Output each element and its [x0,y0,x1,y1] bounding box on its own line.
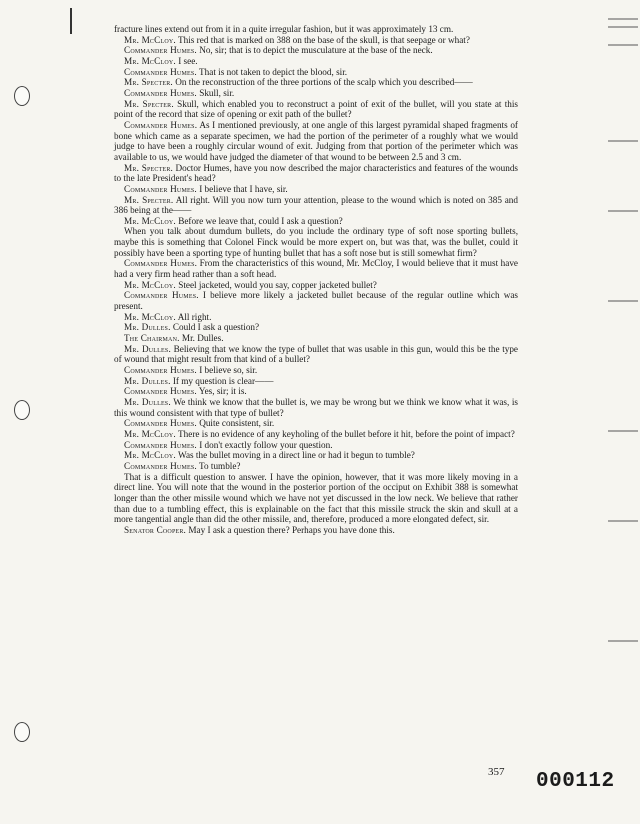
speaker-name: Senator Cooper. [124,524,187,535]
transcript-paragraph [114,376,518,387]
transcript-paragraph [114,418,518,429]
paragraph-text: Was the bullet moving in a direct line or had it begun to tumble? [178,450,415,461]
speaker-name: Mr. Specter. [124,77,173,88]
binder-hole-bottom [14,722,30,742]
paragraph-text: I don't exactly follow your question. [199,439,333,450]
transcript-paragraph [114,280,518,291]
paragraph-text: This red that is marked on 388 on the base of the skull, is that seepage or what? [178,34,470,45]
paragraph-text: We think we know that the bullet is, we may be wrong but we think we know what it was, is this wound consistent with that type of bullet? [114,396,519,418]
transcript-paragraph [114,365,518,376]
transcript-paragraph [114,290,518,311]
transcript-paragraph [114,312,518,323]
paragraph-text: When you talk about dumdum bullets, do you include the ordinary type of soft nose sporting bullets, maybe this is something that Colonel Finck would be more expert on, but was that, was the bullet, could it possibly have been a sporting type of hunting bullet that has a soft nose but is still somewhat firm? [114,226,518,258]
paragraph-text: As I mentioned previously, at one angle of this largest pyramidal shaped fragments of bone which came as a separate specimen, we had the portion of the perimeter of a roughly what we would judge to have been a roughly circular wound of exit. Judging from that portion of the perimeter which was available to us, we would have judged the diameter of that wound to be between 2.5 and 3 cm. [114,119,518,162]
paragraph-text: Quite consistent, sir. [199,418,275,429]
paragraph-text: To tumble? [199,460,241,471]
speaker-name: Commander Humes. [124,119,198,130]
transcript-paragraph [114,195,518,216]
speaker-name: Mr. Dulles. [124,322,171,333]
transcript-paragraph [114,397,518,418]
speaker-name: Commander Humes. [124,418,197,429]
speaker-name: Mr. McCloy. [124,279,176,290]
transcript-paragraph [114,461,518,472]
speaker-name: Commander Humes. [124,45,197,56]
paragraph-text: No, sir; that is to depict the musculature at the base of the neck. [199,45,433,56]
paragraph-text: From the characteristics of this wound, Mr. McCloy, I would believe that it must have had a very firm head rather than a soft head. [114,258,518,280]
paragraph-text: That is not taken to depict the blood, sir. [199,66,348,77]
transcript-paragraph [114,88,518,99]
speaker-name: Commander Humes. [124,439,197,450]
transcript-paragraph [114,184,518,195]
speaker-name: Mr. Dulles. [124,343,171,354]
speaker-name: Mr. McCloy. [124,215,176,226]
speaker-name: Mr. Dulles. [124,375,171,386]
speaker-name: Commander Humes. [124,87,197,98]
transcript-paragraph [114,216,518,227]
paragraph-text: Believing that we know the type of bullet that was usable in this gun, would this be the type of wound that might result from that kind of a bullet? [114,343,519,365]
speaker-name: Commander Humes. [124,258,198,269]
transcript-paragraph [114,472,518,525]
paragraph-text: I believe so, sir. [199,365,258,375]
paragraph-text: May I ask a question there? Perhaps you have done this. [188,524,395,535]
speaker-name: Mr. Specter. [124,194,174,205]
speaker-name: Mr. McCloy. [124,311,176,322]
transcript-paragraph [114,429,518,440]
transcript-paragraph [114,525,518,536]
margin-rule [70,8,72,34]
scan-edge-marks [608,0,638,824]
paragraph-text: There is no evidence of any keyholing of the bullet before it hit, before the point of impact? [178,428,515,439]
speaker-name: Commander Humes. [124,460,197,471]
transcript-paragraph [114,120,518,163]
paragraph-text: Skull, sir. [199,87,235,98]
transcript-paragraph [114,226,518,258]
transcript-paragraph [114,67,518,78]
paragraph-text: Could I ask a question? [172,322,260,333]
paragraph-text: Before we leave that, could I ask a question? [178,215,343,226]
speaker-name: Commander Humes. [124,386,197,397]
transcript-paragraph [114,35,518,46]
paragraph-text: Doctor Humes, have you now described the major characteristics and features of the wounds to the late President's head? [114,162,519,184]
transcript-paragraph [114,450,518,461]
speaker-name: Mr. McCloy. [124,450,176,461]
document-stamp-number: 000112 [536,770,615,793]
paragraph-text: Mr. Dulles. [181,333,224,344]
paragraph-text: I see. [178,55,198,66]
speaker-name: The Chairman. [124,333,180,344]
paragraph-text: That is a difficult question to answer. I have the opinion, however, that it was more likely moving in a direct line. You will note that the wound in the posterior portion of the occiput on Exhibit 388 is somewhat longer than the other missile wound which we have not yet discussed in the low neck. We believe that rather than due to a tumbling effect, this is explainable on the fact that this missile struck the skin and skull at a more tangential angle than did the other missile, and, therefore, produced a more elongated defect, sir. [114,471,518,525]
transcript-paragraph [114,344,518,365]
transcript-paragraph [114,322,518,333]
paragraph-text: fracture lines extend out from it in a quite irregular fashion, but it was approximately 13 cm. [114,24,454,34]
paragraph-text: If my question is clear—— [172,375,274,386]
speaker-name: Mr. Specter. [124,98,174,109]
paragraph-text: Skull, which enabled you to reconstruct a point of exit of the bullet, will you state at this point of the record that size of opening or exit path of the bullet? [114,98,518,120]
speaker-name: Mr. Dulles. [124,396,171,407]
paragraph-text: Yes, sir; it is. [198,386,247,397]
speaker-name: Commander Humes. [124,66,197,77]
speaker-name: Mr. McCloy. [124,55,176,66]
speaker-name: Mr. McCloy. [124,428,176,439]
transcript-paragraph [114,386,518,397]
paragraph-text: All right. Will you now turn your attention, please to the wound which is noted on 385 and 386 being at the—— [114,194,518,216]
paragraph-text: I believe that I have, sir. [199,183,288,194]
speaker-name: Mr. McCloy. [124,34,176,45]
transcript-paragraph [114,440,518,451]
transcript-paragraph [114,24,518,35]
paragraph-text: Steel jacketed, would you say, copper jacketed bullet? [178,279,377,290]
transcript-paragraph [114,45,518,56]
speaker-name: Commander Humes. [124,290,199,301]
page-number: 357 [488,766,505,778]
transcript-paragraph [114,56,518,67]
binder-hole-middle [14,400,30,420]
speaker-name: Commander Humes. [124,365,197,375]
speaker-name: Commander Humes. [124,183,197,194]
transcript-paragraph [114,163,518,184]
transcript-paragraph [114,99,518,120]
speaker-name: Mr. Specter. [124,162,174,173]
paragraph-text: I believe more likely a jacketed bullet because of the regular outline which was present. [114,290,519,312]
transcript-body [114,24,518,536]
transcript-paragraph [114,258,518,279]
transcript-paragraph [114,333,518,344]
transcript-paragraph [114,77,518,88]
paragraph-text: On the reconstruction of the three portions of the scalp which you described—— [175,77,473,88]
binder-hole-top [14,86,30,106]
paragraph-text: All right. [177,311,212,322]
